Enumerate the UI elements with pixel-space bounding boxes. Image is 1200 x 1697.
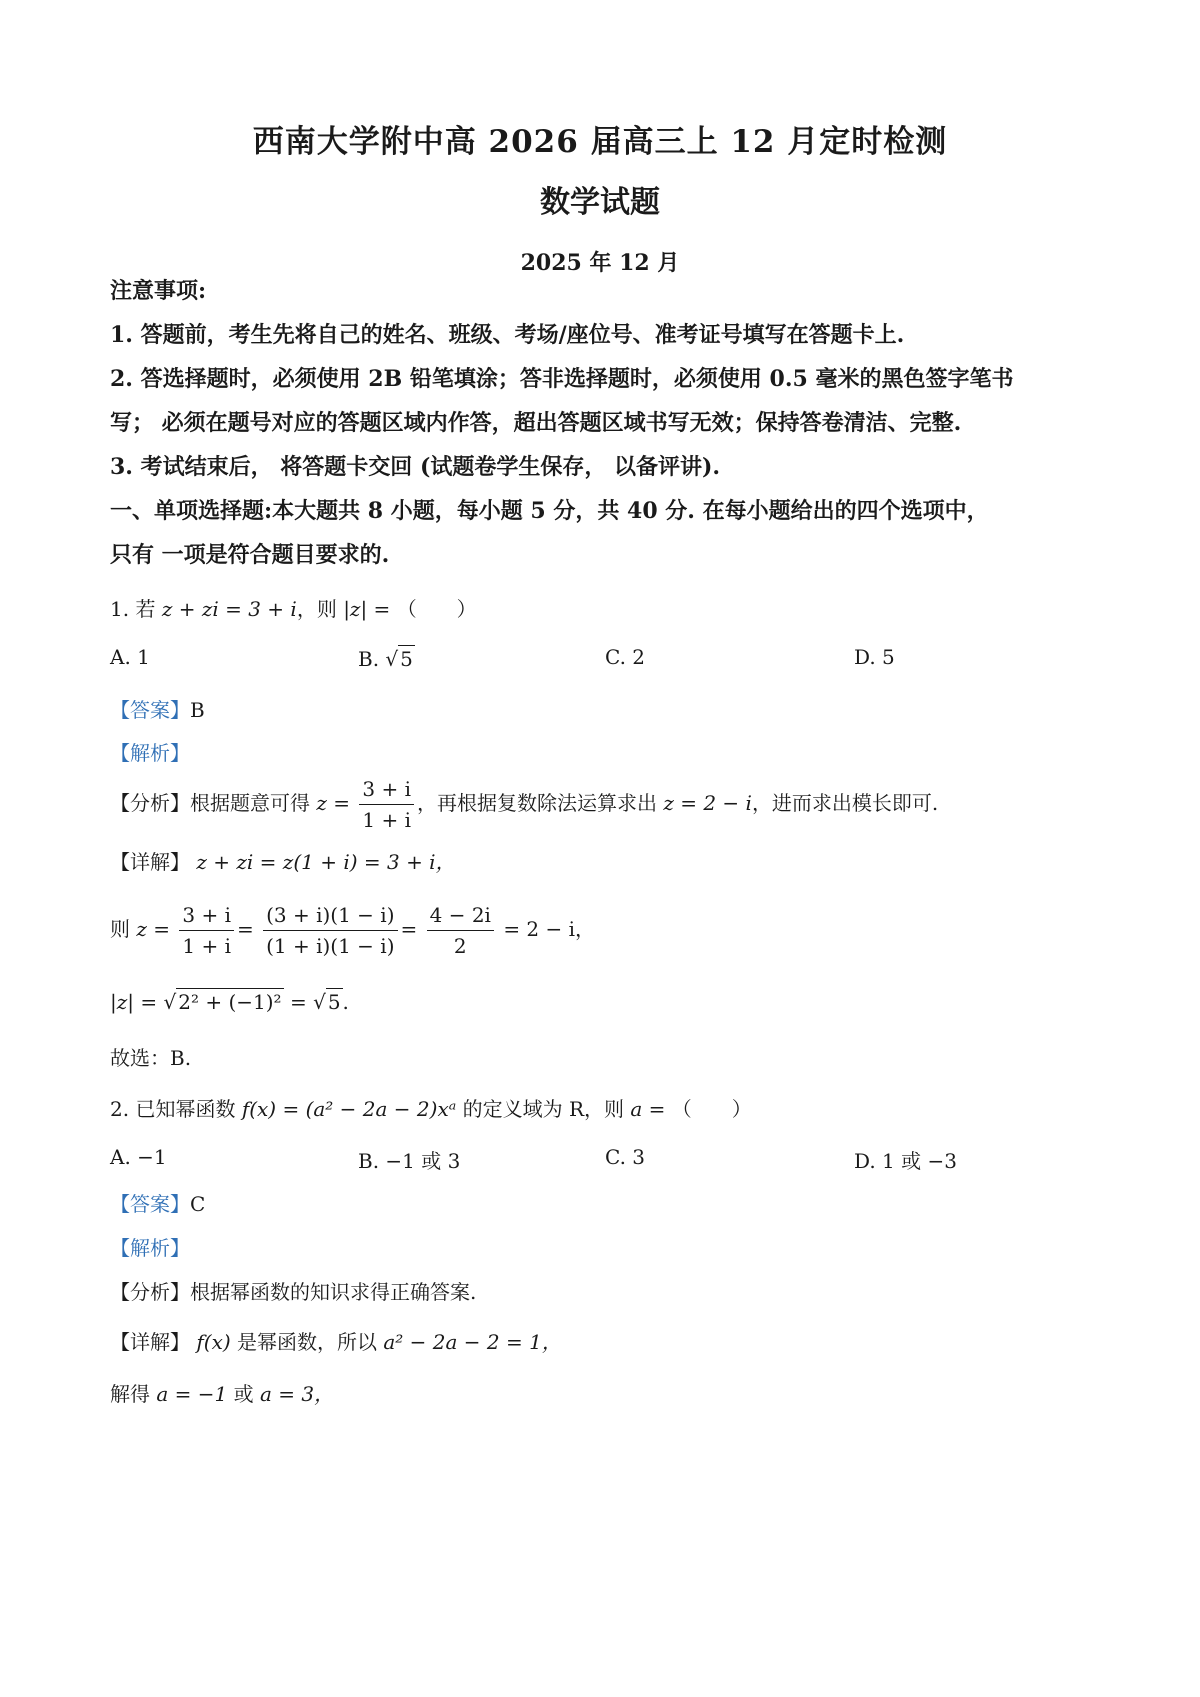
q1-mid: ，则 [296, 597, 337, 621]
notice-item-2-line-2: 写； 必须在题号对应的答题区域内作答，超出答题区域书写无效；保持答卷清洁、完整. [110, 410, 962, 436]
fraction-denominator: 1 + i [362, 808, 411, 832]
q2-detail-1 [110, 1326, 562, 1355]
q1-fenxi-lhs: z = [316, 791, 351, 815]
q2-paren: （ ） [671, 1097, 752, 1121]
exam-subtitle: 数学试题 [540, 185, 660, 220]
q2-prefix: 2. 已知幂函数 [110, 1097, 236, 1121]
q2-detail-2-prefix: 解得 [110, 1382, 150, 1406]
q1-equation: z + zi = 3 + i [161, 597, 297, 621]
q1-detail-2-lhs: z = [136, 917, 171, 941]
q1-option-b-value: 5 [400, 647, 413, 671]
q2-detail-2-eq2: a = 3， [259, 1382, 335, 1406]
q1-detail-3-root: 5 [327, 990, 341, 1014]
q1-option-b [358, 645, 415, 672]
xiangjie-tag: 【详解】 [110, 1330, 190, 1354]
q1-prefix: 1. 若 [110, 597, 156, 621]
q2-fenxi-text: 根据幂函数的知识求得正确答案. [190, 1280, 477, 1304]
q1-detail-2: 则 z = $\frac{3 + i}{1 + i}$ = $\frac{(3 + i)(1 - i)}{(1 + i)(1 - i)}$ = $\frac{4 - 2i}{2}$ = 2 − i， [110, 898, 595, 961]
q1-detail-3-end: . [342, 990, 349, 1014]
notice-heading: 注意事项: [110, 278, 207, 304]
q2-detail-2 [110, 1378, 334, 1407]
question-2-stem [110, 1093, 752, 1122]
q1-detail-3-lhs: |z| = [110, 990, 158, 1014]
xiangjie-tag: 【详解】 [110, 850, 190, 874]
fenxi-tag: 【分析】 [110, 791, 190, 815]
q1-option-a: A. 1 [110, 645, 150, 669]
q2-answer-value: C [190, 1192, 206, 1216]
q1-option-d: D. 5 [854, 645, 895, 669]
q1-fenxi-text-c: ，进而求出模长即可. [751, 791, 939, 815]
q2-detail-2-eq1: a = −1 [156, 1382, 228, 1406]
q1-detail-fraction-3 [427, 900, 494, 961]
section-heading-line-1: 一、单项选择题:本大题共 8 小题，每小题 5 分，共 40 分. 在每小题给出的四个选项中， [110, 498, 989, 524]
q1-fenxi-text-b: ，再根据复数除法运算求出 [416, 791, 657, 815]
q2-detail-1-eq: a² − 2a − 2 = 1， [383, 1330, 562, 1354]
fraction-numerator: 4 − 2i [427, 900, 494, 931]
q2-variable: a = [630, 1097, 666, 1121]
q2-analysis-tag: 【解析】 [110, 1236, 190, 1260]
q2-answer [110, 1188, 205, 1217]
q2-option-a: A. −1 [110, 1145, 167, 1169]
sqrt-icon: √ [385, 647, 399, 671]
q1-fenxi-text-a: 根据题意可得 [190, 791, 310, 815]
section-heading-line-2: 只有 一项是符合题目要求的. [110, 542, 390, 568]
fenxi-tag: 【分析】 [110, 1280, 190, 1304]
answer-tag: 【答案】 [110, 1192, 190, 1216]
q1-conclusion: 故选：B. [110, 1046, 192, 1070]
fraction-denominator: 1 + i [182, 934, 231, 958]
q1-detail-3-radicand: 2² + (−1)² [178, 990, 282, 1014]
sqrt-icon: √ [313, 990, 326, 1014]
q1-detail-2-tail: = 2 − i， [503, 917, 596, 941]
q1-analysis-tag: 【解析】 [110, 741, 190, 765]
q1-detail-3 [110, 988, 349, 1015]
notice-item-2-line-1: 2. 答选择题时，必须使用 2B 铅笔填涂；答非选择题时，必须使用 0.5 毫米的黑色签字笔书 [110, 366, 1014, 392]
fraction-denominator: 2 [453, 934, 467, 958]
q2-option-b: B. −1 或 3 [358, 1149, 461, 1173]
q1-detail-1 [110, 846, 456, 875]
q1-paren: （ ） [396, 597, 477, 621]
exam-date: 2025 年 12 月 [520, 250, 680, 276]
fraction-denominator: (1 + i)(1 − i) [266, 934, 395, 958]
question-1-stem [110, 593, 477, 622]
fraction-numerator: (3 + i)(1 − i) [263, 900, 397, 931]
q2-tail: ，则 [584, 1097, 625, 1121]
q2-detail-1-func: f(x) [196, 1330, 231, 1354]
q1-fenxi-fraction [359, 774, 414, 835]
q1-option-c: C. 2 [605, 645, 646, 669]
answer-tag: 【答案】 [110, 698, 190, 722]
q2-option-c: C. 3 [605, 1145, 646, 1169]
fraction-numerator: 3 + i [359, 774, 414, 805]
q1-detail-2-prefix: 则 [110, 917, 130, 941]
notice-item-1: 1. 答题前，考生先将自己的姓名、班级、考场/座位号、准考证号填写在答题卡上. [110, 322, 905, 348]
q1-detail-fraction-2 [263, 900, 397, 961]
q2-mid: 的定义域为 [462, 1097, 563, 1121]
q1-option-b-label: B. [358, 647, 380, 671]
q2-function: f(x) = (a² − 2a − 2)xᵃ [241, 1097, 457, 1121]
q1-answer-value: B [190, 698, 205, 722]
q1-abs: |z| = [343, 597, 391, 621]
q2-real-set: R [568, 1097, 585, 1121]
q2-option-d: D. 1 或 −3 [854, 1149, 957, 1173]
q1-detail-1-eq: z + zi = z(1 + i) = 3 + i， [196, 850, 456, 874]
q2-detail-2-or: 或 [233, 1382, 254, 1406]
q1-fenxi [110, 772, 938, 835]
q1-detail-fraction-1 [179, 900, 234, 961]
q2-fenxi [110, 1276, 476, 1305]
q2-detail-1-mid: 是幂函数，所以 [237, 1330, 378, 1354]
q1-detail-3-equals: = [289, 990, 307, 1014]
exam-title: 西南大学附中高 2026 届高三上 12 月定时检测 [252, 124, 948, 160]
notice-item-3: 3. 考试结束后， 将答题卡交回 (试题卷学生保存， 以备评讲). [110, 454, 721, 480]
sqrt-icon: √ [163, 990, 177, 1014]
q1-answer [110, 694, 205, 723]
q1-fenxi-eq2: z = 2 − i [663, 791, 752, 815]
fraction-numerator: 3 + i [179, 900, 234, 931]
